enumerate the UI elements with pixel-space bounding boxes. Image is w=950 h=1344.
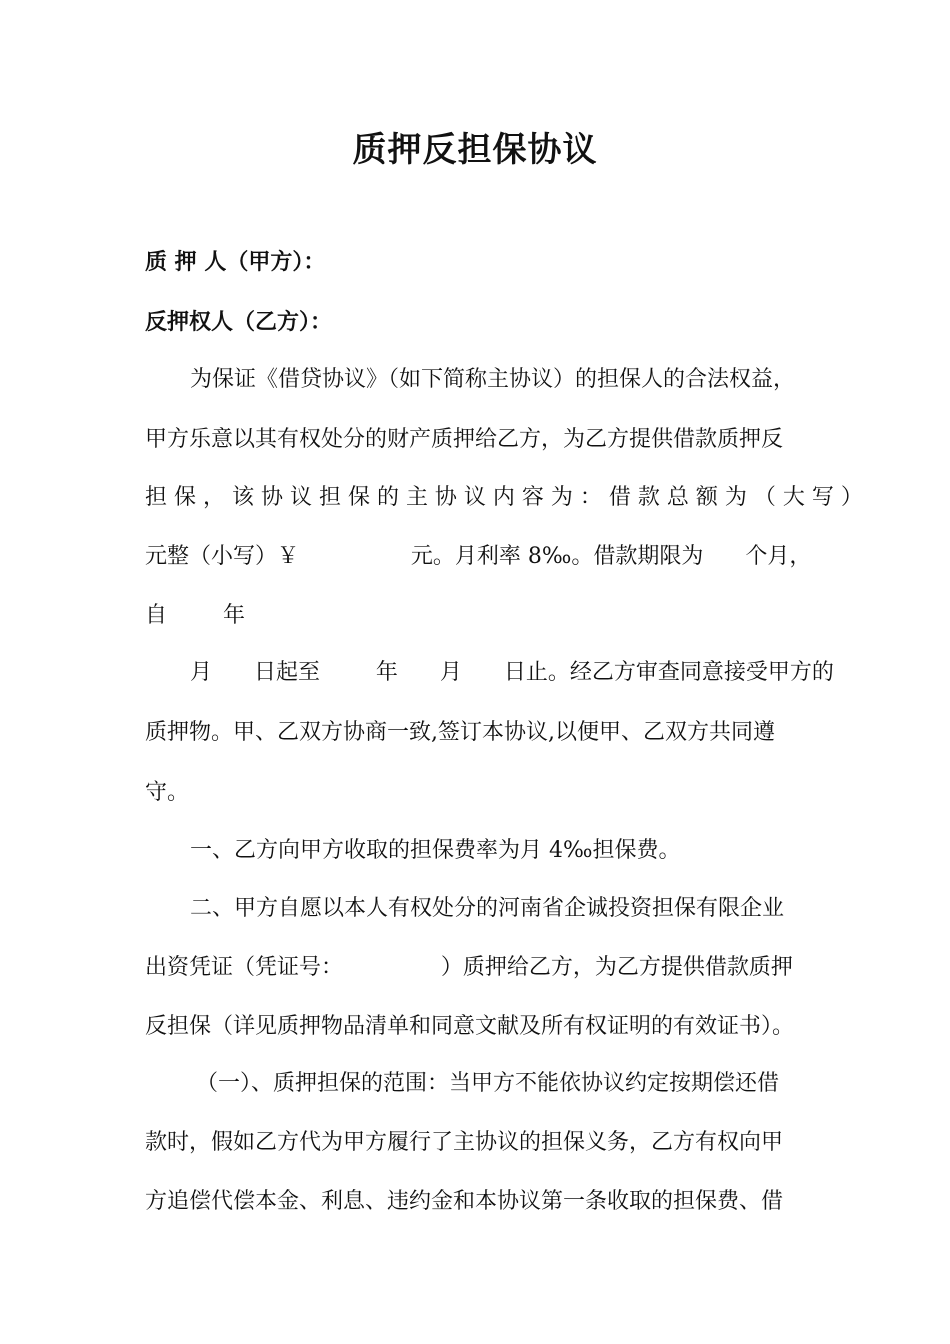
document-title: 质押反担保协议 [352,130,598,170]
paragraph-line: 为保证《借贷协议》（如下简称主协议）的担保人的合法权益， [190,367,796,392]
paragraph-line: 出资凭证（凭证号： ）质押给乙方，为乙方提供借款质押 [145,955,793,980]
paragraph-line: 方追偿代偿本金、利息、违约金和本协议第一条收取的担保费、借 [145,1189,784,1214]
paragraph-line: 担 保 ， 该 协 议 担 保 的 主 协 议 内 容 为 ： 借 款 总 额 为 （ 大 写 ） [145,485,863,510]
paragraph-line: 守。 [145,780,190,805]
party-b-label: 反押权人（乙方）： [145,309,333,335]
paragraph-line: 反担保（详见质押物品清单和同意文献及所有权证明的有效证书）。 [145,1014,795,1039]
paragraph-line: 月 日起至 年 月 日止。经乙方审查同意接受甲方的 [190,660,834,685]
paragraph-line: 款时，假如乙方代为甲方履行了主协议的担保义务，乙方有权向甲 [145,1130,784,1155]
paragraph-line: 自 年 [145,603,245,628]
clause-two: 二、甲方自愿以本人有权处分的河南省企诚投资担保有限企业 [190,896,785,921]
sub-clause-one: （一）、质押担保的范围：当甲方不能依协议约定按期偿还借 [196,1071,780,1096]
paragraph-line: 质押物。甲、乙双方协商一致,签订本协议,以便甲、乙双方共同遵 [145,720,775,745]
paragraph-line: 甲方乐意以其有权处分的财产质押给乙方，为乙方提供借款质押反 [145,427,784,452]
party-a-label: 质 押 人（甲方）： [145,249,326,275]
clause-one: 一、乙方向甲方收取的担保费率为月 4‰担保费。 [190,838,681,863]
paragraph-line: 元整（小写）￥ 元。月利率 8‰。借款期限为 个月， [145,544,812,569]
